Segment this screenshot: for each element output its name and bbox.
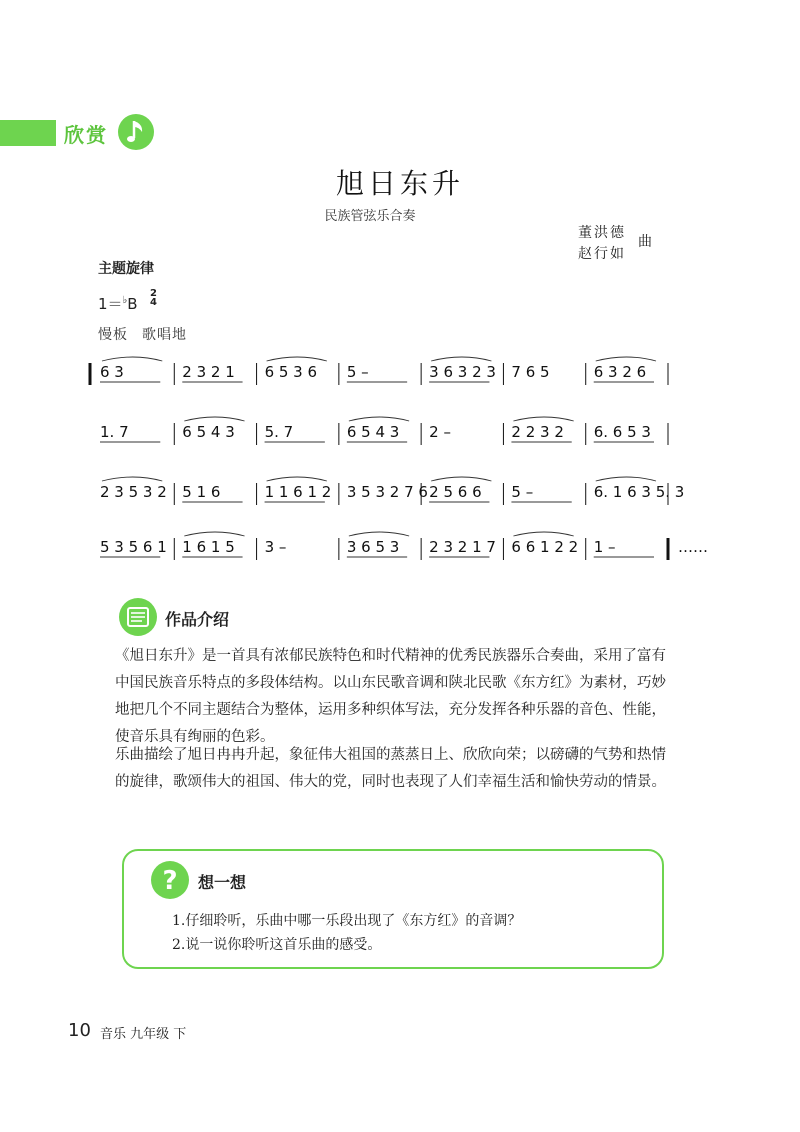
key-note: B [127, 295, 138, 313]
tempo-speed: 慢板 [98, 327, 128, 343]
score-measure: 6 6 1 2 2 [511, 538, 579, 556]
key-signature [98, 293, 138, 314]
score-measure: 1 6 1 5 [182, 538, 235, 556]
think-question: 2.说一说你聆听这首乐曲的感受。 [172, 937, 382, 953]
music-note-icon [117, 113, 155, 151]
tempo-expression: 歌唱地 [142, 327, 187, 343]
slur-mark [513, 532, 573, 536]
slur-mark [267, 357, 327, 361]
score-measure: 1. 7 [100, 423, 129, 441]
slur-mark [431, 477, 491, 481]
jianpu-score [0, 350, 800, 570]
theme-melody-label: 主题旋律 [98, 261, 154, 277]
slur-mark [349, 417, 409, 421]
score-measure: 3 – [264, 538, 287, 556]
slur-mark [184, 417, 244, 421]
slur-mark [513, 417, 573, 421]
score-measure: 6 3 [100, 363, 124, 381]
slur-mark [596, 477, 656, 481]
think-heading: 想一想 [198, 873, 247, 892]
score-measure: 7 6 5 [511, 363, 550, 381]
slur-mark [184, 532, 244, 536]
composer-name: 赵行如 [578, 246, 626, 262]
score-measure: 2 – [429, 423, 451, 441]
section-label: 欣赏 [64, 123, 108, 147]
key-prefix: 1＝ [98, 295, 123, 313]
piece-subtitle: 民族管弦乐合奏 [324, 209, 416, 224]
piece-title: 旭日东升 [335, 167, 464, 200]
score-measure: 6 5 3 6 [264, 363, 318, 381]
score-measure: 6 3 2 6 [593, 363, 647, 381]
slur-mark [102, 357, 162, 361]
svg-text:?: ? [162, 866, 178, 896]
score-measure: 6 5 4 3 [346, 423, 400, 441]
score-measure: 6. 1 6 3 5. 3 [593, 483, 685, 501]
score-measure: 2 3 2 1 [182, 363, 235, 381]
page-number: 10 [68, 1020, 91, 1041]
time-signature [150, 289, 157, 307]
composer-role: 曲 [638, 234, 652, 250]
intro-paragraph: 乐曲描绘了旭日冉冉升起，象征伟大祖国的蒸蒸日上、欣欣向荣；以磅礴的气势和热情的旋律，歌颂伟大的祖国、伟大的党，同时也表现了人们幸福生活和愉快劳动的情景。 [115, 747, 666, 790]
score-measure: 6 5 4 3 [182, 423, 235, 441]
score-measure: 2 2 3 2 [511, 423, 564, 441]
book-title: 音乐 九年级 下 [100, 1027, 187, 1042]
score-measure: 1 1 6 1 2 [264, 483, 332, 501]
tempo-marking [98, 324, 201, 344]
slur-mark [431, 357, 491, 361]
slur-mark [596, 357, 656, 361]
intro-paragraph: 《旭日东升》是一首具有浓郁民族特色和时代精神的优秀民族器乐合奏曲，采用了富有中国民族音乐特点的多段体结构。以山东民歌音调和陕北民歌《东方红》为素材，巧妙地把几个不同主题结合为整体，运用多种织体写法，充分发挥各种乐器的音色、性能，使音乐具有绚丽的色彩。 [115, 648, 666, 745]
score-measure: 5 – [346, 363, 369, 381]
score-measure: 1 – [593, 538, 616, 556]
score-measure: 6. 6 5 3 [593, 423, 651, 441]
intro-heading: 作品介绍 [165, 610, 230, 629]
flat-sign: ♭ [122, 295, 128, 306]
section-header-bar [0, 120, 56, 146]
composer-name: 董洪德 [578, 225, 626, 241]
time-signature-bottom: 4 [150, 297, 157, 308]
score-measure: 5 – [511, 483, 534, 501]
score-measure: 5 3 5 6 1 [100, 538, 167, 556]
continuation-ellipsis: …… [678, 538, 708, 556]
score-measure: 5. 7 [264, 423, 294, 441]
time-signature-top: 2 [150, 288, 157, 299]
score-measure: 5 1 6 [182, 483, 221, 501]
slur-mark [267, 477, 327, 481]
score-measure: 3 5 3 2 7 6 [346, 483, 428, 501]
score-measure: 2 5 6 6 [429, 483, 482, 501]
score-measure: 2 3 2 1 7 [429, 538, 496, 556]
slur-mark [102, 477, 162, 481]
slur-mark [349, 532, 409, 536]
question-mark-icon [150, 860, 190, 900]
think-question: 1.仔细聆听，乐曲中哪一乐段出现了《东方红》的音调？ [172, 913, 522, 929]
score-measure: 3 6 3 2 3 [429, 363, 496, 381]
score-measure: 3 6 5 3 [346, 538, 400, 556]
notebook-icon [118, 597, 158, 637]
score-measure: 2 3 5 3 2 [100, 483, 167, 501]
